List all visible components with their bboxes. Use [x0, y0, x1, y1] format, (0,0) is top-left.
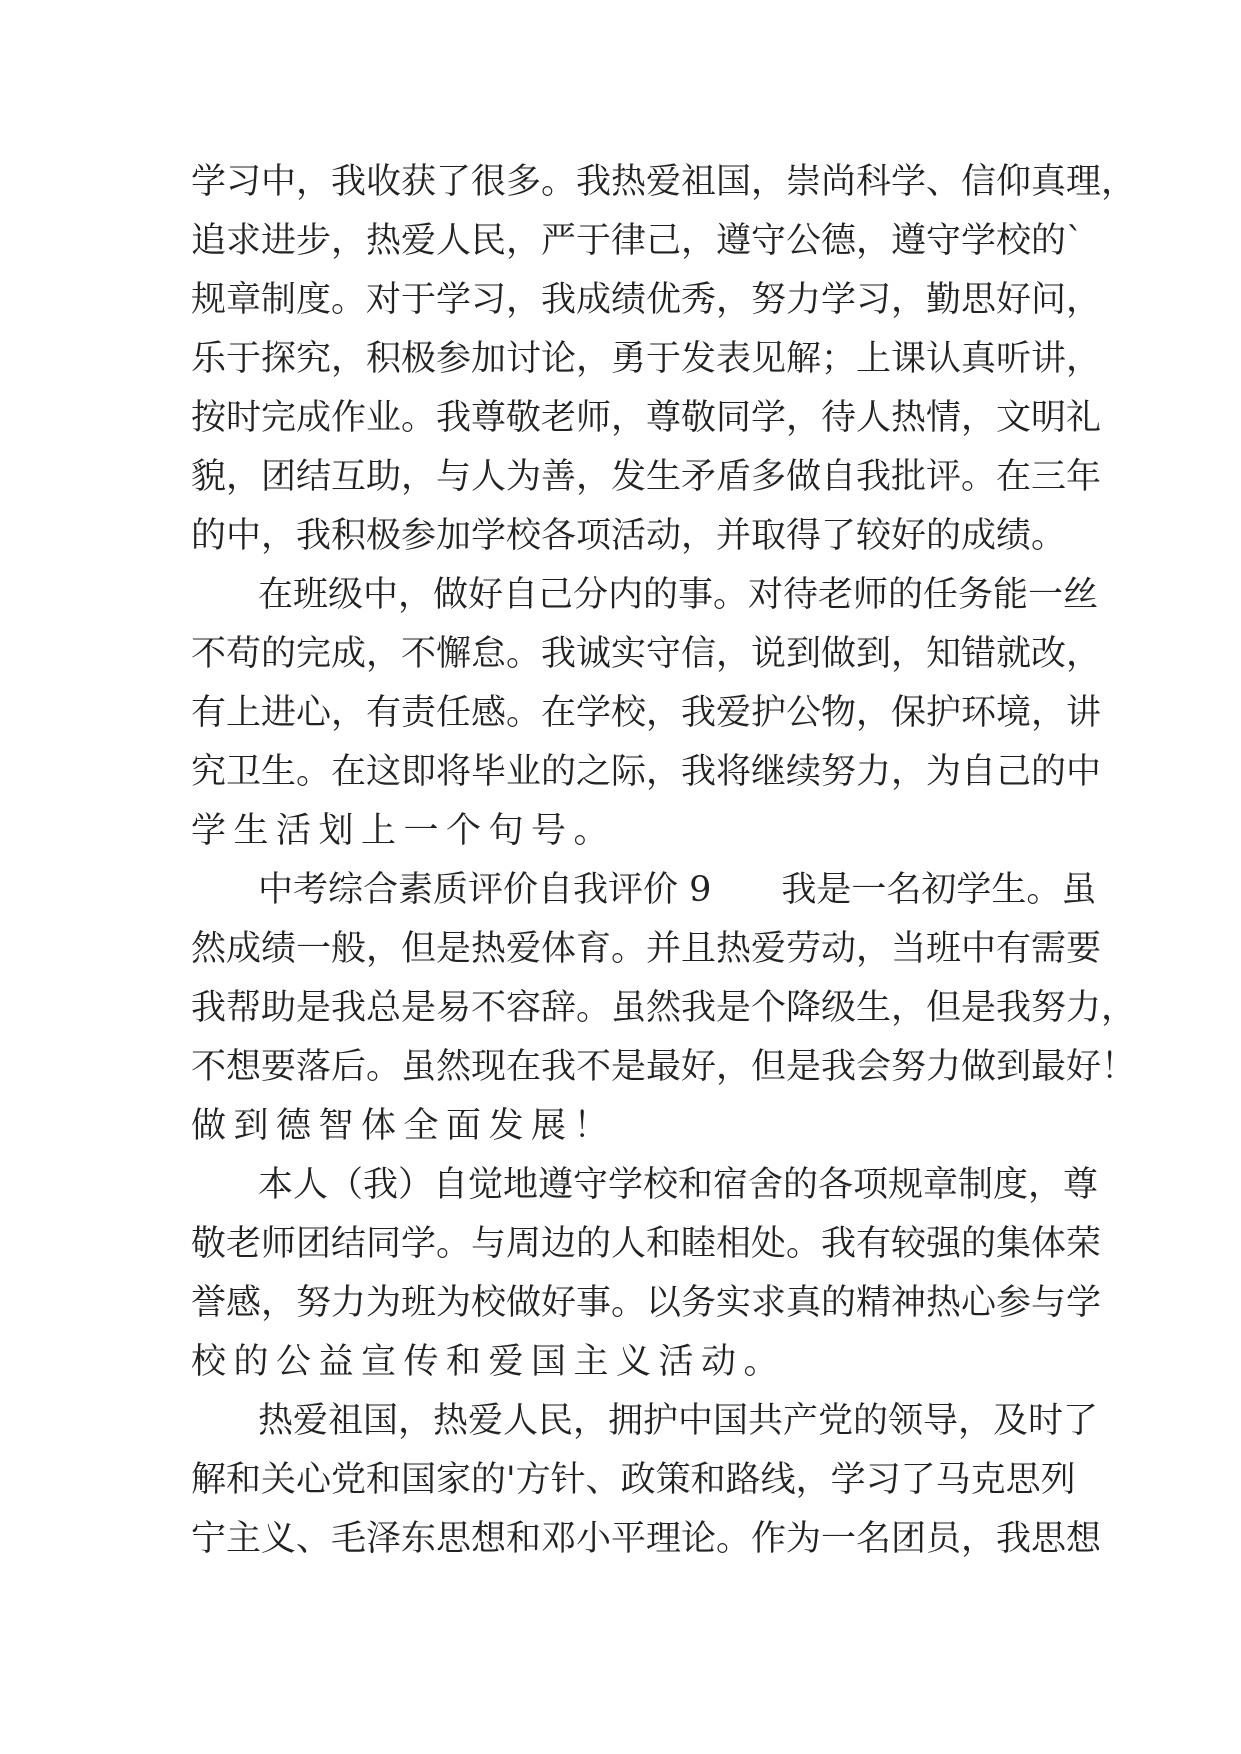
text-line: 不想要落后。虽然现在我不是最好，但是我会努力做到最好！ — [191, 1047, 1137, 1087]
text-line: 乐于探究，积极参加讨论，勇于发表见解；上课认真听讲， — [191, 339, 1102, 379]
text-line: 追求进步，热爱人民，严于律己，遵守公德，遵守学校的` — [191, 221, 1084, 261]
text-line: 中考综合素质评价自我评价 9 我是一名初学生。虽 — [258, 870, 1097, 910]
text-line: 在班级中，做好自己分内的事。对待老师的任务能一丝 — [258, 575, 1099, 615]
text-line: 宁主义、毛泽东思想和邓小平理论。作为一名团员，我思想 — [191, 1519, 1102, 1559]
text-line: 规章制度。对于学习，我成绩优秀，努力学习，勤思好问， — [191, 280, 1102, 320]
text-line: 誉感，努力为班为校做好事。以务实求真的精神热心参与学 — [191, 1283, 1102, 1323]
text-line: 究卫生。在这即将毕业的之际，我将继续努力，为自己的中 — [191, 752, 1102, 792]
text-line: 我帮助是我总是易不容辞。虽然我是个降级生，但是我努力， — [191, 988, 1137, 1028]
text-line: 热爱祖国，热爱人民，拥护中国共产党的领导，及时了 — [258, 1401, 1099, 1441]
text-line: 有上进心，有责任感。在学校，我爱护公物，保护环境，讲 — [191, 693, 1102, 733]
text-line: 不苟的完成，不懈怠。我诚实守信，说到做到，知错就改， — [191, 634, 1102, 674]
text-line: 的中，我积极参加学校各项活动，并取得了较好的成绩。 — [191, 516, 1067, 556]
text-line: 校的公益宣传和爱国主义活动。 — [191, 1342, 787, 1382]
text-line: 学习中，我收获了很多。我热爱祖国，崇尚科学、信仰真理， — [191, 162, 1137, 202]
text-line: 学生活划上一个句号。 — [191, 811, 617, 851]
text-line: 然成绩一般，但是热爱体育。并且热爱劳动，当班中有需要 — [191, 929, 1102, 969]
text-line: 解和关心党和国家的'方针、政策和路线，学习了马克思列 — [191, 1460, 1076, 1500]
text-line: 按时完成作业。我尊敬老师，尊敬同学，待人热情，文明礼 — [191, 398, 1102, 438]
text-line: 貌，团结互助，与人为善，发生矛盾多做自我批评。在三年 — [191, 457, 1102, 497]
text-line: 敬老师团结同学。与周边的人和睦相处。我有较强的集体荣 — [191, 1224, 1102, 1264]
text-line: 做到德智体全面发展！ — [191, 1106, 617, 1146]
text-line: 本人（我）自觉地遵守学校和宿舍的各项规章制度，尊 — [258, 1165, 1099, 1205]
